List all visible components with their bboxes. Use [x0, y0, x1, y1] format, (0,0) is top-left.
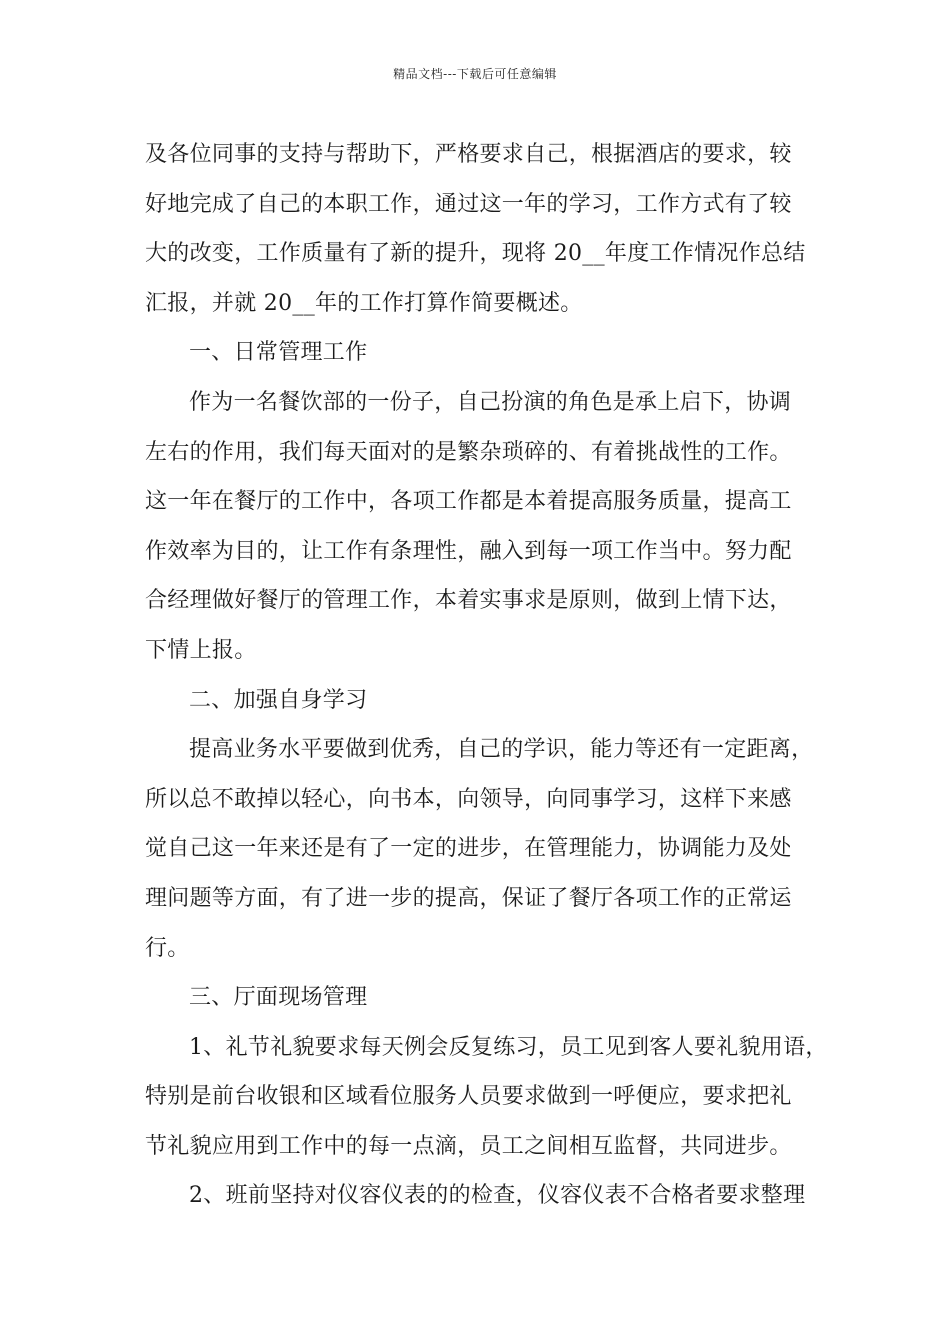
text-line: 合经理做好餐厅的管理工作，本着实事求是原则，做到上情下达， — [145, 588, 792, 614]
text-line: 左右的作用，我们每天面对的是繁杂琐碎的、有着挑战性的工作。 — [145, 439, 792, 465]
text-line: 特别是前台收银和区域看位服务人员要求做到一呼便应，要求把礼 — [145, 1084, 792, 1110]
text-line: 好地完成了自己的本职工作，通过这一年的学习，工作方式有了较 — [145, 191, 792, 217]
document-body — [145, 130, 828, 1221]
text-line: 作效率为目的，让工作有条理性，融入到每一项工作当中。努力配 — [145, 538, 792, 564]
text-line: 2、班前坚持对仪容仪表的的检查，仪容仪表不合格者要求整理 — [189, 1183, 806, 1209]
page-header: 精品文档---下载后可任意编辑 — [393, 67, 557, 81]
section-heading-daily-management: 一、日常管理工作 — [189, 340, 368, 366]
text-line: 觉自己这一年来还是有了一定的进步，在管理能力，协调能力及处 — [145, 836, 792, 862]
text-line: 大的改变，工作质量有了新的提升，现将 20__年度工作情况作总结 — [145, 241, 806, 267]
text-line: 及各位同事的支持与帮助下，严格要求自己，根据酒店的要求，较 — [145, 142, 792, 167]
text-line: 节礼貌应用到工作中的每一点滴，员工之间相互监督，共同进步。 — [145, 1133, 792, 1159]
text-line: 这一年在餐厅的工作中，各项工作都是本着提高服务质量，提高工 — [145, 489, 792, 515]
text-line: 提高业务水平要做到优秀，自己的学识，能力等还有一定距离， — [189, 737, 814, 763]
text-line: 行。 — [145, 935, 190, 961]
section-heading-self-study: 二、加强自身学习 — [189, 687, 368, 713]
text-line: 所以总不敢掉以轻心，向书本，向领导，向同事学习，这样下来感 — [145, 786, 792, 812]
text-line: 理问题等方面，有了进一步的提高，保证了餐厅各项工作的正常运 — [145, 885, 792, 911]
text-line: 下情上报。 — [145, 637, 257, 663]
section-heading-floor-management: 三、厅面现场管理 — [189, 985, 368, 1011]
text-line: 汇报，并就 20__年的工作打算作简要概述。 — [145, 290, 583, 316]
text-line: 1、礼节礼貌要求每天例会反复练习，员工见到客人要礼貌用语， — [189, 1034, 828, 1060]
text-line: 作为一名餐饮部的一份子，自己扮演的角色是承上启下，协调 — [189, 389, 792, 415]
